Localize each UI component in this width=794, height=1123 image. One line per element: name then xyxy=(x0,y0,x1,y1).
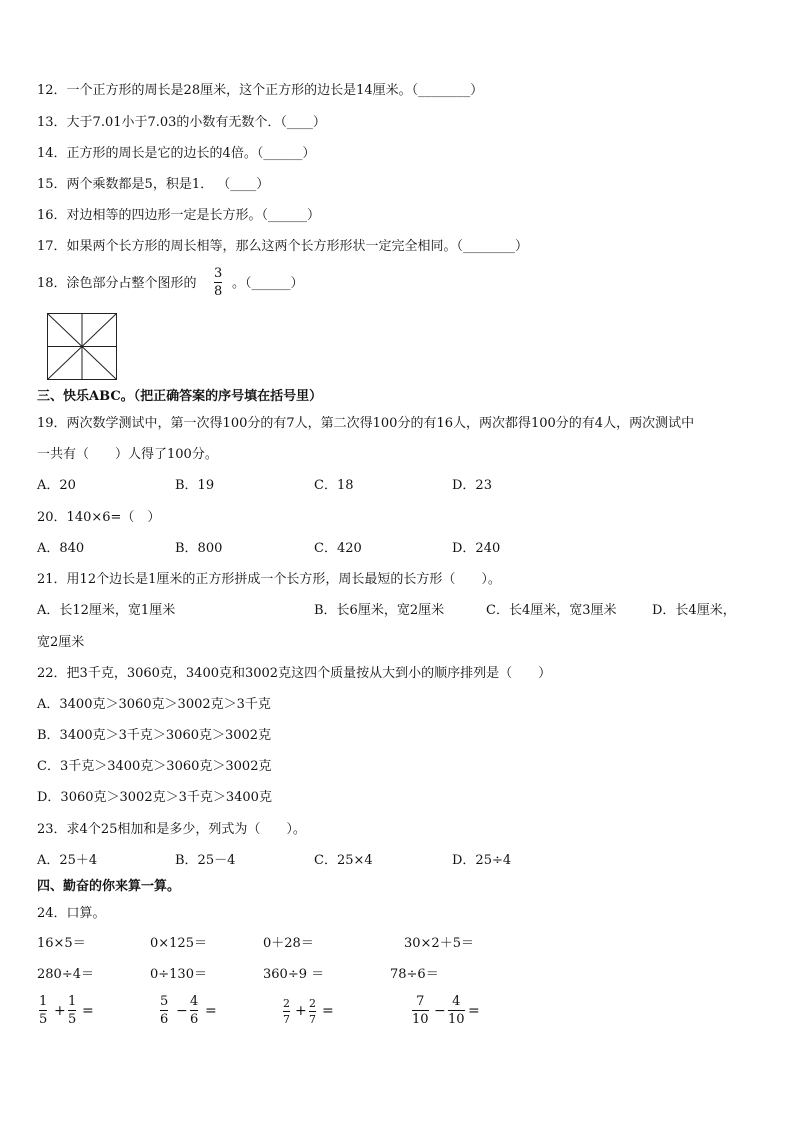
q22-option-b[interactable]: B．3400克＞3千克＞3060克＞3002克 xyxy=(37,728,272,743)
fraction-calc-0-op: + xyxy=(54,1003,66,1019)
question-23: 23．求4个25相加和是多少，列式为（ ）。 xyxy=(37,822,306,837)
q20-option-c[interactable]: C．420 xyxy=(314,541,362,556)
oral-calc-item: 16×5＝ xyxy=(37,936,86,951)
fraction-bar xyxy=(214,282,222,283)
oral-calc-item: 78÷6＝ xyxy=(390,967,439,982)
fraction-calc-1-op: − xyxy=(176,1003,188,1019)
question-14: 14．正方形的周长是它的边长的4倍。（______） xyxy=(37,146,316,161)
question-20: 20．140×6=（ ） xyxy=(37,510,161,525)
q21-option-d-wrap: 宽2厘米 xyxy=(37,635,85,650)
q18-numerator: 3 xyxy=(214,266,223,281)
question-18-prefix: 18．涂色部分占整个图形的 xyxy=(37,276,197,291)
section-3-heading: 三、快乐ABC。（把正确答案的序号填在括号里） xyxy=(37,389,323,404)
fraction-calc-3-eq: = xyxy=(468,1003,480,1019)
q19-option-a[interactable]: A．20 xyxy=(37,478,76,493)
question-19-line2: 一共有（ ）人得了100分。 xyxy=(37,447,218,462)
oral-calc-item: 0＋28＝ xyxy=(263,936,314,951)
q18-denominator: 8 xyxy=(214,284,223,299)
fraction-calc-2-a: 2 7 xyxy=(283,997,290,1026)
q21-option-b[interactable]: B．长6厘米，宽2厘米 xyxy=(314,603,445,618)
question-21: 21．用12个边长是1厘米的正方形拼成一个长方形，周长最短的长方形（ ）。 xyxy=(37,572,501,587)
question-13: 13．大于7.01小于7.03的小数有无数个．（____） xyxy=(37,115,326,130)
q21-option-a[interactable]: A．长12厘米，宽1厘米 xyxy=(37,603,176,618)
oral-calc-item: 280÷4＝ xyxy=(37,967,94,982)
fraction-calc-1-b: 4 6 xyxy=(190,994,199,1027)
oral-calc-item: 30×2＋5＝ xyxy=(404,936,474,951)
oral-calc-item: 0÷130＝ xyxy=(150,967,207,982)
q23-option-c[interactable]: C．25×4 xyxy=(314,853,373,868)
fraction-calc-3-op: − xyxy=(434,1003,446,1019)
q23-option-b[interactable]: B．25－4 xyxy=(175,853,236,868)
section-4-heading: 四、勤奋的你来算一算。 xyxy=(37,879,181,894)
q20-option-b[interactable]: B．800 xyxy=(175,541,223,556)
question-12: 12．一个正方形的周长是28厘米，这个正方形的边长是14厘米。（________） xyxy=(37,83,484,98)
oral-calc-item: 360÷9 ＝ xyxy=(263,967,325,982)
question-19-line1: 19．两次数学测试中，第一次得100分的有7人，第二次得100分的有16人，两次都得100分的有4人，两次测试中 xyxy=(37,416,695,431)
fraction-calc-2-eq: = xyxy=(322,1003,334,1019)
question-16: 16．对边相等的四边形一定是长方形。（______） xyxy=(37,208,321,223)
q20-option-a[interactable]: A．840 xyxy=(37,541,85,556)
fraction-calc-0-b: 1 5 xyxy=(68,994,77,1027)
question-18-suffix: 。（______） xyxy=(232,276,304,291)
question-22: 22．把3千克，3060克，3400克和3002克这四个质量按从大到小的顺序排列是（ ） xyxy=(37,666,552,681)
question-24-title: 24．口算。 xyxy=(37,906,106,921)
q21-option-d[interactable]: D．长4厘米， xyxy=(652,603,736,618)
fraction-calc-0-eq: = xyxy=(82,1003,94,1019)
q19-option-b[interactable]: B．19 xyxy=(175,478,215,493)
q22-option-d[interactable]: D．3060克＞3002克＞3千克＞3400克 xyxy=(37,790,272,805)
divided-square-figure xyxy=(47,313,117,380)
q18-fraction xyxy=(214,266,222,299)
fraction-calc-2-b: 2 7 xyxy=(309,997,316,1026)
fraction-calc-3-b: 4 10 xyxy=(448,994,465,1027)
q19-option-d[interactable]: D．23 xyxy=(452,478,492,493)
q19-option-c[interactable]: C．18 xyxy=(314,478,354,493)
q23-option-a[interactable]: A．25＋4 xyxy=(37,853,98,868)
question-17: 17．如果两个长方形的周长相等，那么这两个长方形形状一定完全相同。（________） xyxy=(37,239,529,254)
oral-calc-item: 0×125＝ xyxy=(150,936,207,951)
q21-option-c[interactable]: C．长4厘米，宽3厘米 xyxy=(486,603,617,618)
question-15: 15．两个乘数都是5，积是1． （____） xyxy=(37,177,270,192)
fraction-calc-2-op: + xyxy=(295,1003,307,1019)
fraction-calc-1-a: 5 6 xyxy=(160,994,169,1027)
q22-option-a[interactable]: A．3400克＞3060克＞3002克＞3千克 xyxy=(37,697,271,712)
fraction-calc-3-a: 7 10 xyxy=(412,994,429,1027)
q22-option-c[interactable]: C．3千克＞3400克＞3060克＞3002克 xyxy=(37,759,272,774)
q23-option-d[interactable]: D．25÷4 xyxy=(452,853,512,868)
fraction-calc-0-a: 1 5 xyxy=(39,994,48,1027)
fraction-calc-1-eq: = xyxy=(205,1003,217,1019)
q20-option-d[interactable]: D．240 xyxy=(452,541,501,556)
